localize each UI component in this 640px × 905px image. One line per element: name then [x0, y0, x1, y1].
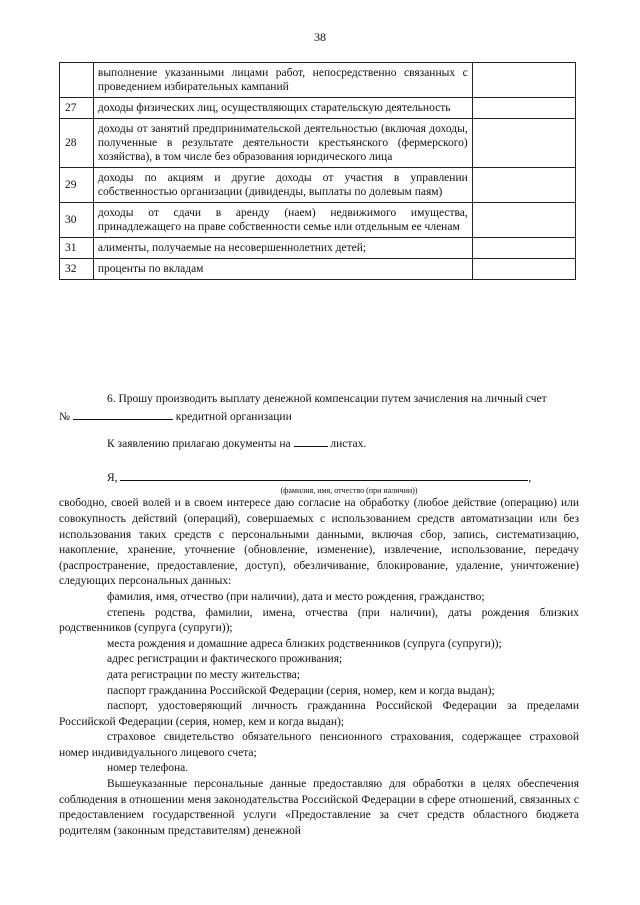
- row-description: доходы физических лиц, осуществляющих старательскую деятельность: [93, 98, 472, 119]
- fio-field[interactable]: [120, 469, 528, 481]
- table-row: [60, 63, 576, 98]
- consent-final: Вышеуказанные персональные данные предоставляю для обработки в целях обеспечения соблюдения в отношении меня законодательства Российской Федерации в сфере отношений, связанных с предоставлением государственной услуги «Предоставление за счет средств областного бюджета родителям (законным представителям) денежной: [59, 778, 579, 837]
- consent-item: дата регистрации по месту жительства;: [107, 668, 300, 681]
- consent-item: фамилия, имя, отчество (при наличии), дата и место рождения, гражданство;: [107, 590, 485, 603]
- row-description: доходы по акциям и другие доходы от участия в управлении собственностью организации (дивиденды, выплаты по долевым паям): [93, 168, 472, 203]
- row-description: проценты по вкладам: [93, 259, 472, 280]
- consent-item: места рождения и домашние адреса близких родственников (супруга (супруги));: [107, 637, 502, 650]
- consent-item: паспорт, удостоверяющий личность гражданина Российской Федерации за пределами Российской Федерации (серия, номер, кем и когда выдан);: [59, 700, 579, 728]
- table-row: [60, 168, 576, 203]
- row-number: 32: [60, 259, 94, 280]
- row-description: доходы от сдачи в аренду (наем) недвижимого имущества, принадлежащего на праве собственности семье или отдельным ее членам: [93, 203, 472, 238]
- table-row: [60, 203, 576, 238]
- row-value-cell[interactable]: [472, 203, 575, 238]
- row-value-cell[interactable]: [472, 119, 575, 168]
- row-value-cell[interactable]: [472, 98, 575, 119]
- fio-hint: (фамилия, имя, отчество (при наличии)): [280, 486, 418, 496]
- consent-item: номер телефона.: [107, 762, 189, 775]
- table-row: [60, 238, 576, 259]
- row-description: алименты, получаемые на несовершеннолетних детей;: [93, 238, 472, 259]
- sheets-count-field[interactable]: [294, 435, 328, 447]
- income-table: [59, 62, 576, 280]
- row-number: [60, 63, 94, 98]
- row-number: 27: [60, 98, 94, 119]
- attachments-line: [59, 435, 579, 453]
- consent-items: [59, 590, 579, 777]
- row-description: выполнение указанными лицами работ, непосредственно связанных с проведением избирательных кампаний: [93, 63, 472, 98]
- row-number: 31: [60, 238, 94, 259]
- consent-main: свободно, своей волей и в своем интересе даю согласие на обработку (любое действие (операцию) или совокупность действий (операций), совершаемых с использованием средств автоматизации или без использования таких средств с персональными данными, включая сбор, запись, систематизацию, накопление, хранение, уточнение (обновление, изменение), извлечение, использование, передачу (распространение, предоставление, доступ), обезличивание, блокирование, удаление, уничтожение) следующих персональных данных:: [59, 497, 579, 588]
- consent-item: страховое свидетельство обязательного пенсионного страхования, содержащее страховой номер индивидуального лицевого счета;: [59, 731, 579, 759]
- consent-item: степень родства, фамилии, имена, отчества (при наличии), даты рождения близких родственников (супруга (супруги));: [59, 606, 579, 635]
- section-6-text: 6. Прошу производить выплату денежной компенсации путем зачисления на личный счет: [107, 393, 547, 405]
- attachments-pre: К заявлению прилагаю документы на: [107, 438, 291, 451]
- page-number: 38: [314, 30, 326, 44]
- table-row: [60, 119, 576, 168]
- row-value-cell[interactable]: [472, 238, 575, 259]
- row-number: 30: [60, 203, 94, 238]
- row-description: доходы от занятий предпринимательской деятельностью (включая доходы, полученные в результате деятельности крестьянского (фермерского) хозяйства), в том числе без образования юридического лица: [93, 119, 472, 168]
- table-row: [60, 259, 576, 280]
- attachments-post: листах.: [330, 438, 367, 451]
- number-sign: №: [59, 410, 70, 423]
- table-row: [60, 98, 576, 119]
- form-body: [59, 392, 579, 839]
- consent-ya: Я,: [107, 471, 118, 484]
- consent-comma: ,: [528, 471, 532, 484]
- row-value-cell[interactable]: [472, 259, 575, 280]
- bank-label: кредитной организации: [175, 410, 292, 423]
- consent-item: паспорт гражданина Российской Федерации (серия, номер, кем и когда выдан);: [107, 684, 495, 697]
- account-line: [59, 408, 579, 426]
- row-value-cell[interactable]: [472, 168, 575, 203]
- account-number-field[interactable]: [73, 408, 173, 420]
- row-number: 29: [60, 168, 94, 203]
- section-6: [59, 392, 579, 408]
- row-number: 28: [60, 119, 94, 168]
- row-value-cell[interactable]: [472, 63, 575, 98]
- consent-name-line: [59, 469, 579, 487]
- consent-item: адрес регистрации и фактического проживания;: [107, 653, 343, 666]
